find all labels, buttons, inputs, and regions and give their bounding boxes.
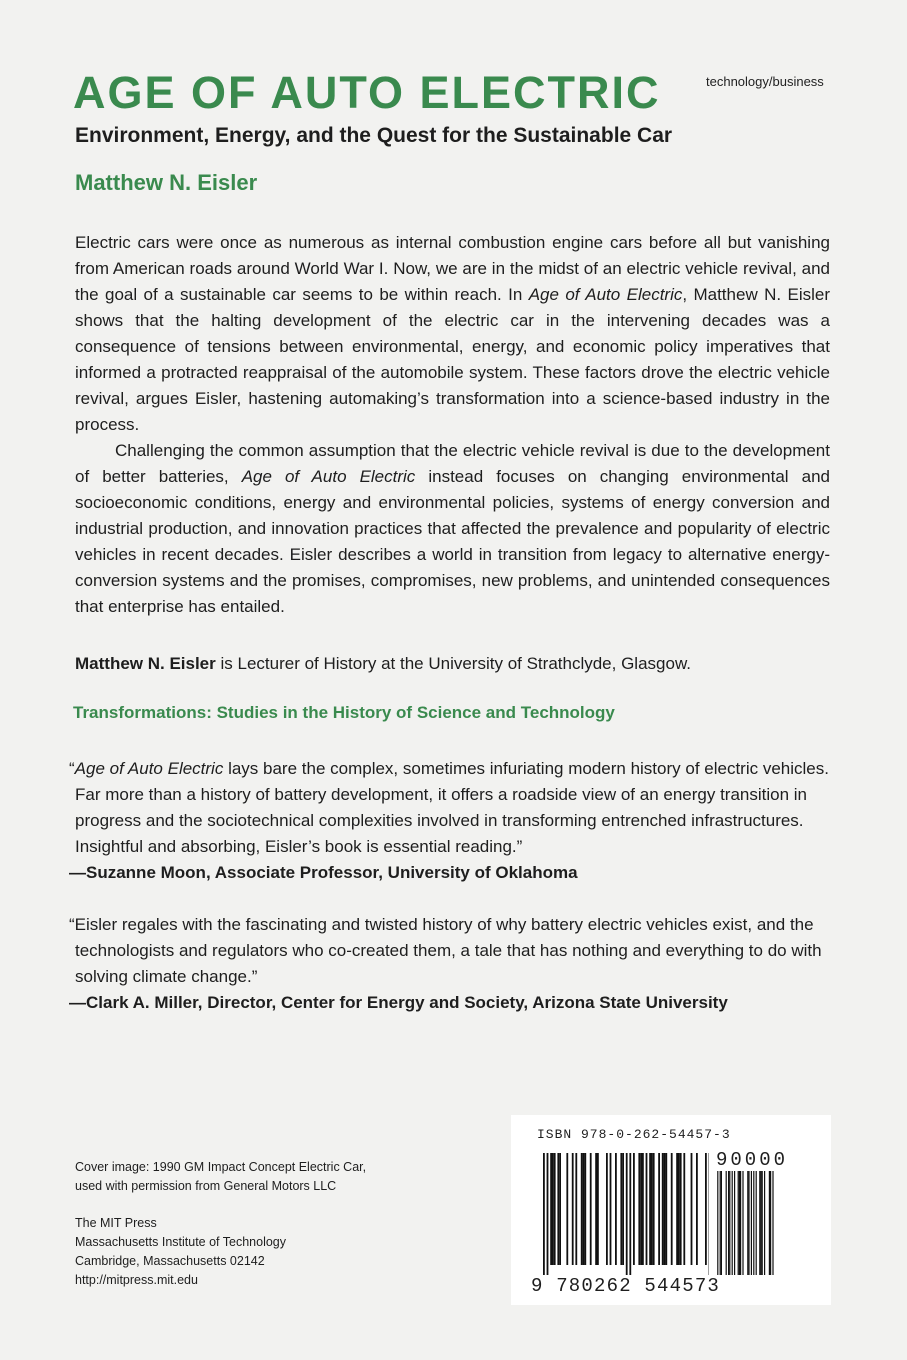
barcode-bar [705, 1153, 707, 1265]
description-paragraph-1: Electric cars were once as numerous as internal combustion engine cars before all but vanishing from American roads around World War I. Now, we are in the midst of an electric vehicle revival, and the goal of a sustainable car seems to be within reach. In Age of Auto Electric, Matthew N. Eisler shows that the halting development of the electric car in the intervening decades was a consequence of tensions between environmental, energy, and economic policy imperatives that informed a protracted reappraisal of the automobile system. These factors drove the electric vehicle revival, argues Eisler, hastening automaking’s transformation into a science-based industry in the process. [75, 233, 830, 434]
barcode-bar [620, 1153, 622, 1265]
barcode-bar [683, 1153, 685, 1265]
addon-bar [748, 1171, 749, 1275]
barcode-bar [671, 1153, 673, 1265]
addon-bar [729, 1171, 730, 1275]
ean-digits: 9 780262 544573 [531, 1275, 721, 1297]
barcode-bar [680, 1153, 682, 1265]
addon-bar [753, 1171, 754, 1275]
barcode-bar [658, 1153, 660, 1265]
barcode-bar [642, 1153, 644, 1265]
quote-attribution: —Suzanne Moon, Associate Professor, University of Oklahoma [69, 863, 578, 882]
barcode-bar [622, 1153, 624, 1265]
barcode-bar [649, 1153, 651, 1265]
addon-bar [720, 1171, 721, 1275]
blurb-quote [69, 756, 839, 886]
publisher-info [75, 1214, 286, 1290]
addon-digits: 90000 [716, 1149, 789, 1171]
quote-attribution: —Clark A. Miller, Director, Center for Energy and Society, Arizona State University [69, 993, 728, 1012]
barcode-bar [590, 1153, 592, 1265]
book-title: AGE OF AUTO ELECTRIC [73, 67, 661, 118]
barcode-bar [662, 1153, 664, 1265]
blurb-quote [69, 912, 839, 1016]
book-subtitle: Environment, Energy, and the Quest for the Sustainable Car [75, 124, 673, 147]
barcode-bar [566, 1153, 568, 1265]
description-paragraph-2: Challenging the common assumption that the electric vehicle revival is due to the development of better batteries, Age of Auto Electric instead focuses on changing environmental and socioeconomic conditions, energy and environmental policies, systems of energy conversion and industrial production, and innovation practices that affected the prevalence and popularity of electric vehicles in recent decades. Eisler describes a world in transition from legacy to alternative energy-conversion systems and the promises, compromises, new problems, and unintended consequences that enterprise has entailed. [75, 441, 830, 616]
barcode-bar [554, 1153, 556, 1265]
barcode-bar [575, 1153, 577, 1265]
category-label: technology/business [706, 74, 824, 89]
barcode-bar [557, 1153, 559, 1265]
addon-bar [732, 1171, 733, 1275]
book-title-italic: Age of Auto Electric [241, 467, 416, 486]
barcode-bar [581, 1153, 583, 1265]
barcode-bar [606, 1153, 608, 1265]
addon-bar [738, 1171, 739, 1275]
addon-bar [762, 1171, 763, 1275]
barcode-bar [626, 1153, 628, 1275]
addon-bar [721, 1171, 722, 1275]
isbn-barcode [511, 1115, 831, 1305]
barcode-bar [678, 1153, 680, 1265]
quote-text: “Eisler regales with the fascinating and twisted history of why battery electric vehicles exist, and the technologists and regulators who co-created them, a tale that has nothing and everything to do with solving climate change.” [69, 915, 822, 986]
addon-barcode-bars [716, 1171, 776, 1275]
barcode-bar [610, 1153, 612, 1265]
addon-bar [740, 1171, 741, 1275]
barcode-bar [629, 1153, 631, 1275]
publisher-institution: Massachusetts Institute of Technology [75, 1235, 286, 1249]
barcode-bar [547, 1153, 549, 1275]
addon-bar [760, 1171, 761, 1275]
addon-bar [717, 1171, 718, 1275]
cover-credit: Cover image: 1990 GM Impact Concept Electric Car, used with permission from General Motors LLC [75, 1160, 367, 1193]
barcode-bar [665, 1153, 667, 1265]
addon-bar [728, 1171, 729, 1275]
barcode-bar [638, 1153, 640, 1265]
quote-text: “Age of Auto Electric lays bare the complex, sometimes infuriating modern history of electric vehicles. Far more than a history of battery development, it offers a roadside view of an energy transition in progress and the sociotechnical complexities involved in transforming entrenched infrastructures. Insightful and absorbing, Eisler’s book is essential reading.” [69, 759, 829, 856]
barcode-bar [550, 1153, 552, 1265]
barcode-bar [597, 1153, 599, 1265]
publisher-name: The MIT Press [75, 1216, 157, 1230]
addon-bar [726, 1171, 727, 1275]
addon-bar [734, 1171, 735, 1275]
barcode-bar [572, 1153, 574, 1265]
author-name: Matthew N. Eisler [75, 170, 258, 195]
bio-author-name: Matthew N. Eisler [75, 654, 216, 673]
addon-bar [759, 1171, 760, 1275]
ean-barcode-bars [531, 1153, 709, 1275]
publisher-url: http://mitpress.mit.edu [75, 1273, 198, 1287]
barcode-bar [676, 1153, 678, 1265]
publisher-address: Cambridge, Massachusetts 02142 [75, 1254, 265, 1268]
barcode-bar [543, 1153, 545, 1275]
barcode-bar [633, 1153, 635, 1265]
book-title-italic: Age of Auto Electric [528, 285, 683, 304]
barcode-bar [552, 1153, 554, 1265]
barcode-bar [646, 1153, 648, 1265]
barcode-bar [664, 1153, 666, 1265]
book-description [75, 230, 830, 620]
addon-bar [751, 1171, 752, 1275]
addon-bar [764, 1171, 765, 1275]
addon-bar [739, 1171, 740, 1275]
barcode-bar [559, 1153, 561, 1265]
addon-bar [772, 1171, 773, 1275]
series-title: Transformations: Studies in the History of Science and Technology [73, 703, 615, 722]
barcode-bar [615, 1153, 617, 1265]
barcode-bar [640, 1153, 642, 1265]
addon-bar [747, 1171, 748, 1275]
author-bio: Matthew N. Eisler is Lecturer of History at the University of Strathclyde, Glasgow. [75, 654, 692, 673]
addon-bar [742, 1171, 743, 1275]
barcode-bar [583, 1153, 585, 1265]
barcode-bar [653, 1153, 655, 1265]
barcode-bar [651, 1153, 653, 1265]
barcode-bar [691, 1153, 693, 1265]
addon-bar [769, 1171, 770, 1275]
barcode-bar [595, 1153, 597, 1265]
addon-bar [756, 1171, 757, 1275]
barcode-bar [696, 1153, 698, 1265]
barcode-bar [584, 1153, 586, 1265]
addon-bar [770, 1171, 771, 1275]
isbn-label: ISBN 978-0-262-54457-3 [537, 1127, 731, 1142]
